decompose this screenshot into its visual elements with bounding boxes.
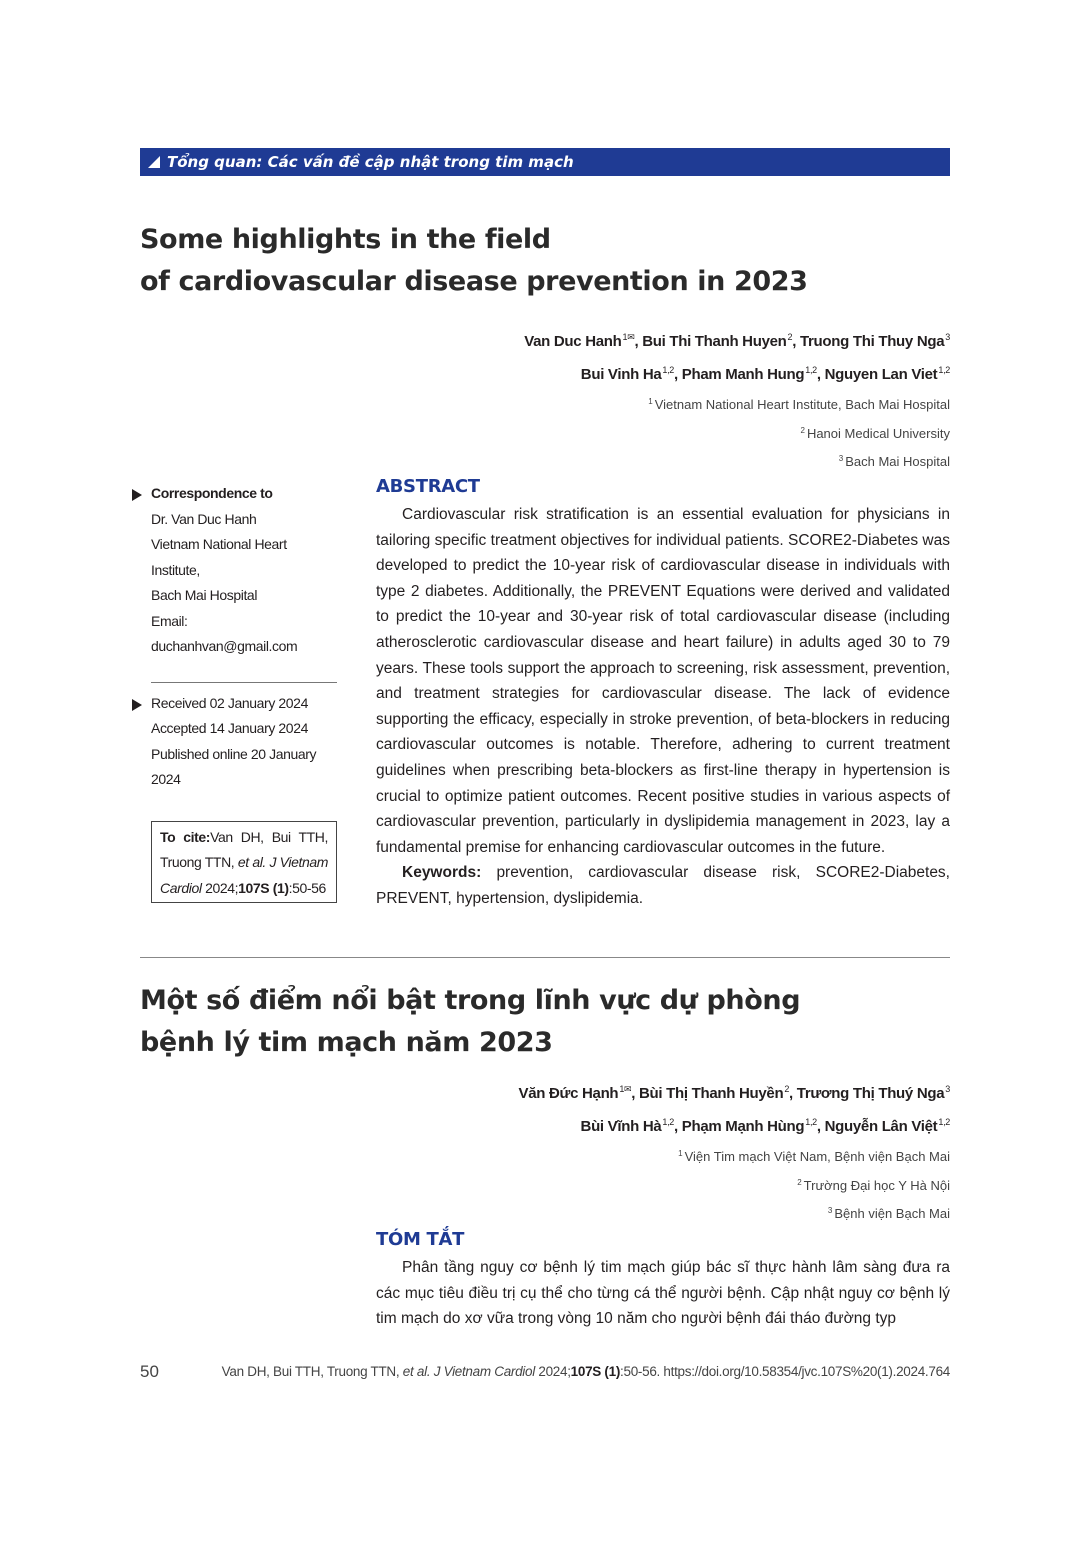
author-sup: 2 <box>784 1084 790 1094</box>
authors-en <box>524 323 950 475</box>
author-sup: 1✉ <box>622 332 635 342</box>
author-name: Van Duc Hanh <box>524 333 622 350</box>
author-sup: 1,2 <box>938 365 950 375</box>
author-sup: 1,2 <box>805 1117 817 1127</box>
correspondence-block <box>132 481 337 660</box>
affiliation-num: 1 <box>648 397 653 406</box>
footer-year: 2024; <box>534 1364 571 1379</box>
title-en-line-2: of cardiovascular disease prevention in 2023 <box>140 266 808 297</box>
author-line-1: Van Duc Hanh$^{1✉}$, Bui Thi Thanh Huyen$^2$, Truong Thi Thuy Nga$^3$ <box>524 332 950 350</box>
abstract-en <box>376 475 950 912</box>
abstract-heading: TÓM TẮT <box>376 1229 465 1250</box>
triangle-icon <box>148 156 160 168</box>
abstract-heading: ABSTRACT <box>376 476 480 497</box>
authors-vi <box>519 1075 950 1227</box>
author-sup: 1✉ <box>619 1084 632 1094</box>
author-name: Nguyễn Lân Việt <box>824 1118 938 1135</box>
affiliation-text: Bach Mai Hospital <box>845 454 950 469</box>
published-date: Published online 20 January 2024 <box>151 745 317 787</box>
footer-citation <box>222 1364 950 1379</box>
title-vi-line-1: Một số điểm nổi bật trong lĩnh vực dự phòng <box>140 985 801 1016</box>
accepted-date: Accepted 14 January 2024 <box>151 720 308 736</box>
article-title-vi <box>140 980 800 1064</box>
correspondence-name: Dr. Van Duc Hanh <box>151 510 257 527</box>
author-sup: 3 <box>945 332 950 342</box>
correspondence-institution: Bach Mai Hospital <box>151 587 258 603</box>
article-title-en <box>140 219 808 303</box>
author-name: Bùi Vĩnh Hà <box>580 1118 662 1135</box>
affiliation <box>524 446 950 475</box>
author-line-2: Bui Vinh Ha$^{1,2}$, Pham Manh Hung$^{1,2}$, Nguyen Lan Viet$^{1,2}$ <box>580 365 950 383</box>
affiliation-num: 3 <box>827 1206 833 1215</box>
abstract-text: Cardiovascular risk stratification is an essential evaluation for physicians in tailoring specific treatment objectives for individual patients. SCORE2-Diabetes was developed to predict the 10-year risk of cardiovascular disease in individuals with type 2 diabetes. Additionally, the PREVENT Equations were derived and validated to predict the 10-year and 30-year risk of total cardiovascular disease (including atherosclerotic cardiovascular disease and heart failure) in adults aged 30 to 79 years. These tools support the approach to screening, risk assessment, prevention, and treatment strategies for cardiovascular disease. The lack of evidence supporting the efficacy, especially in stroke prevention, of beta-blockers in reducing cardiovascular outcomes is notable. Therefore, adhering to current treatment guidelines when prescribing beta-blockers as first-line therapy in hypertension is crucial to optimize patient outcomes. Recent positive studies in various aspects of cardiovascular prevention, particularly in dyslipidemia management in 2023, lay a fundamental premise for enhancing cardiovascular outcomes in the future. <box>376 506 950 856</box>
author-name: Nguyen Lan Viet <box>824 366 938 383</box>
author-name: Pham Manh Hung <box>681 366 805 383</box>
author-name: Bui Thi Thanh Huyen <box>642 333 787 350</box>
author-name: Bui Vinh Ha <box>580 366 662 383</box>
author-name: Trương Thị Thuý Nga <box>796 1085 945 1102</box>
footer-journal: et al. J Vietnam Cardiol <box>402 1364 535 1379</box>
affiliation-text: Viện Tim mạch Việt Nam, Bệnh viện Bạch Mai <box>684 1149 950 1164</box>
cite-label: To cite: <box>160 828 211 845</box>
correspondence-institution: Vietnam National Heart Institute, <box>151 536 287 578</box>
footer-authors: Van DH, Bui TTH, Truong TTN, <box>221 1364 403 1379</box>
author-sup: 2 <box>787 332 793 342</box>
author-line-2: Bùi Vĩnh Hà$^{1,2}$, Phạm Mạnh Hùng$^{1,2}$, Nguyễn Lân Việt$^{1,2}$ <box>580 1117 950 1135</box>
author-sup: 1,2 <box>805 365 817 375</box>
abstract-vi <box>376 1228 950 1332</box>
page-number: 50 <box>140 1362 159 1381</box>
dates-block <box>132 691 337 793</box>
footer-volume: 107S (1) <box>570 1364 621 1379</box>
cite-volume: 107S (1) <box>238 879 289 896</box>
affiliation <box>519 1198 950 1227</box>
title-vi-line-2: bệnh lý tim mạch năm 2023 <box>140 1027 553 1058</box>
affiliation-text: Vietnam National Heart Institute, Bach Mai Hospital <box>654 397 950 412</box>
author-name: Phạm Mạnh Hùng <box>681 1118 805 1135</box>
cite-year: 2024; <box>205 879 239 896</box>
affiliation-num: 2 <box>800 425 805 435</box>
affiliation-text: Trường Đại học Y Hà Nội <box>803 1177 950 1193</box>
affiliation <box>524 389 950 418</box>
affiliation-num: 3 <box>838 454 844 463</box>
correspondence-email[interactable]: Email: duchanhvan@gmail.com <box>151 612 298 654</box>
sidebar-divider <box>151 682 337 683</box>
affiliation-num: 2 <box>797 1177 802 1187</box>
affiliation <box>519 1170 950 1199</box>
title-en-line-1: Some highlights in the field <box>140 224 551 255</box>
cite-journal: et al. J Vietnam Cardiol <box>160 854 328 896</box>
section-header-bar <box>140 148 950 176</box>
author-sup: 1,2 <box>938 1117 950 1127</box>
arrow-right-icon <box>132 699 142 711</box>
section-header-text: Tổng quan: Các vấn đề cập nhật trong tim mạch <box>167 153 574 171</box>
arrow-right-icon <box>132 489 142 501</box>
affiliation-num: 1 <box>678 1149 683 1158</box>
cite-authors: Van DH, Bui TTH, Truong TTN, <box>160 828 328 870</box>
correspondence-heading: Correspondence to <box>151 485 273 501</box>
affiliation-text: Hanoi Medical University <box>806 425 950 441</box>
affiliation-text: Bệnh viện Bạch Mai <box>834 1206 950 1221</box>
cite-box <box>151 821 337 904</box>
article-sidebar <box>132 481 337 903</box>
author-sup: 1,2 <box>662 365 675 375</box>
author-sup: 3 <box>945 1084 950 1094</box>
author-sup: 1,2 <box>662 1117 675 1127</box>
keywords-label: Keywords: <box>402 864 482 882</box>
abstract-text: Phân tầng nguy cơ bệnh lý tim mạch giúp bác sĩ thực hành lâm sàng đưa ra các mục tiêu điều trị cụ thể cho từng cá thể người bệnh. Cập nhật nguy cơ bệnh lý tim mạch do xơ vữa trong vòng 10 năm cho người bệnh đái tháo đường typ <box>376 1259 950 1328</box>
author-name: Văn Đức Hạnh <box>518 1085 619 1102</box>
keywords <box>376 860 950 911</box>
footer-doi[interactable]: :50-56. https://doi.org/10.58354/jvc.107S%20(1).2024.764 <box>620 1364 950 1379</box>
keywords-text: prevention, cardiovascular disease risk, SCORE2-Diabetes, PREVENT, hypertension, dyslipidemia. <box>376 864 950 907</box>
section-divider <box>140 957 950 958</box>
affiliation <box>524 418 950 447</box>
author-line-1: Văn Đức Hạnh$^{1✉}$, Bùi Thị Thanh Huyền$^2$, Trương Thị Thuý Nga$^3$ <box>518 1084 950 1102</box>
received-date: Received 02 January 2024 <box>151 694 308 711</box>
affiliation <box>519 1141 950 1170</box>
author-name: Bùi Thị Thanh Huyền <box>639 1085 784 1102</box>
cite-pages: :50-56 <box>288 879 326 896</box>
author-name: Truong Thi Thuy Nga <box>799 333 945 350</box>
